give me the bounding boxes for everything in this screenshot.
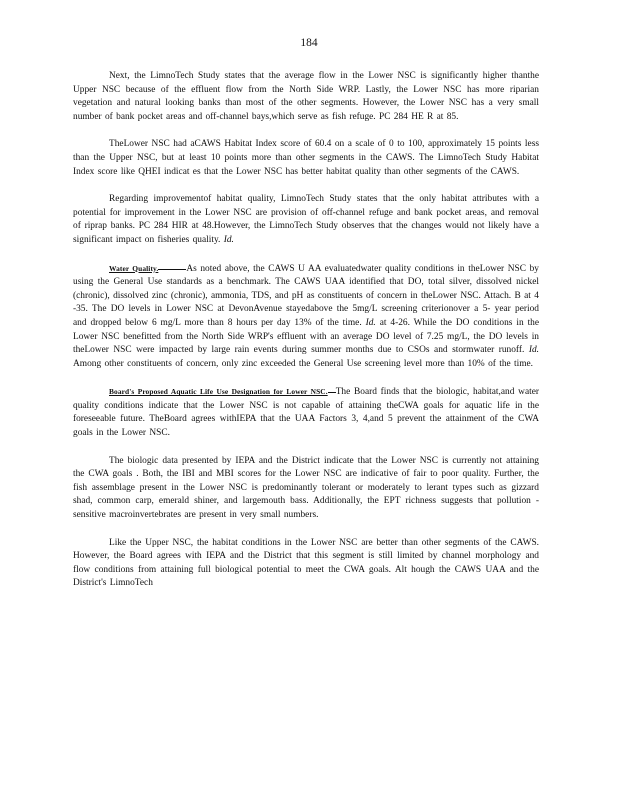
paragraph-text: Regarding improvementof habitat quality, LimnoTech Study states that the only habitat attributes with a potential for improvement in the Lower NSC are provision of off-channel refuge and bank pocket areas, and removal of riprap banks. PC 284 HIR at 48.However, the LimnoTech Study observes that the changes would not likely have a significant impact on fisheries quality. [73, 194, 539, 245]
section-heading-water-quality: Water Quality. [109, 263, 159, 273]
paragraph-habitat-conditions: Like the Upper NSC, the habitat conditions in the Lower NSC are better than other segments of the CAWS. However, the Board agrees with IEPA and the District that this segment is still limited by channel morphology and flow conditions from attaining full biological potential to meet the CWA goals. Alt hough the CAWS UAA and the District's LimnoTech [73, 537, 539, 589]
citation: Id. [528, 345, 540, 356]
document-body [73, 70, 539, 605]
citation: Id. [365, 317, 376, 328]
heading-underline-rule [158, 269, 186, 270]
heading-underline-rule [328, 392, 336, 393]
paragraph-biologic-data: The biologic data presented by IEPA and the District indicate that the Lower NSC is currently not attaining the CWA goals . Both, the IBI and MBI scores for the Lower NSC are indicative of fair to poor quality. Further, the fish assemblage present in the Lower NSC is predominantly tolerant or moderately to lerant types such as gizzard shad, common carp, emerald shiner, and largemouth bass. Additionally, the EPT richness suggests that pollution -sensitive macroinvertebrates are present in very small numbers. [73, 455, 539, 521]
page-number: 184 [300, 37, 318, 49]
paragraph-flow-comparison: Next, the LimnoTech Study states that the average flow in the Lower NSC is significantly higher thanthe Upper NSC because of the effluent flow from the North Side WRP. Lastly, the Lower NSC has more riparian vegetation and natural looking banks than most of the other segments. However, the Lower NSC has a very small number of bank pocket areas and off-channel bays,which serve as fish refuge. PC 284 HE R at 85. [73, 71, 539, 122]
paragraph-habitat-improvement [73, 193, 539, 247]
paragraph-text: Among other constituents of concern, only zinc exceeded the General Use screening level more than 10% of the time. [73, 358, 534, 369]
citation: Id. [223, 234, 234, 245]
paragraph-text: As noted above, the CAWS U AA evaluatedwater quality conditions in theLower NSC by using the General Use standards as a benchmark. The CAWS UAA identified that DO, total silver, dissolved nickel (chronic), dissolved zinc (chronic), ammonia, TDS, and pH as constituents of concern in theLower NSC. Attach. B at 4 -35. The DO levels in Lower NSC at DevonAvenue stayedabove the 5mg/L screening criterionover a 5- year period and dropped below 6 mg/L more than 8 hours per day 13% of the time. [73, 263, 539, 328]
paragraph-text: at 4-26. While the DO conditions in the Lower NSC benefitted from the North Side WRP's effluent with an average DO level of 7.25 mg/L, the DO levels in theLower NSC were impacted by large rain events during summer months due to CSOs and stormwater runoff. [73, 317, 540, 356]
section-heading-board-designation: Board's Proposed Aquatic Life Use Designation for Lower NSC. [109, 387, 328, 397]
paragraph-text: The Board finds that the biologic, habitat,and water quality conditions indicate that the Lower NSC is not capable of attaining theCWA goals for aquatic life in the foreseeable future. TheBoard agrees withIEPA that the UAA Factors 3, 4,and 5 prevent the attainment of the CWA goals in the Lower NSC. [73, 387, 539, 439]
paragraph-habitat-index: TheLower NSC had aCAWS Habitat Index score of 60.4 on a scale of 0 to 100, approximately 15 points less than the Upper NSC, but at least 10 points more than other segments in the CAWS. The LimnoTech Study Habitat Index score like QHEI indicat es that the Lower NSC has better habitat quality than other segments of the CAWS. [73, 139, 539, 177]
paragraph-board-designation [73, 385, 539, 440]
paragraph-water-quality [73, 262, 539, 372]
